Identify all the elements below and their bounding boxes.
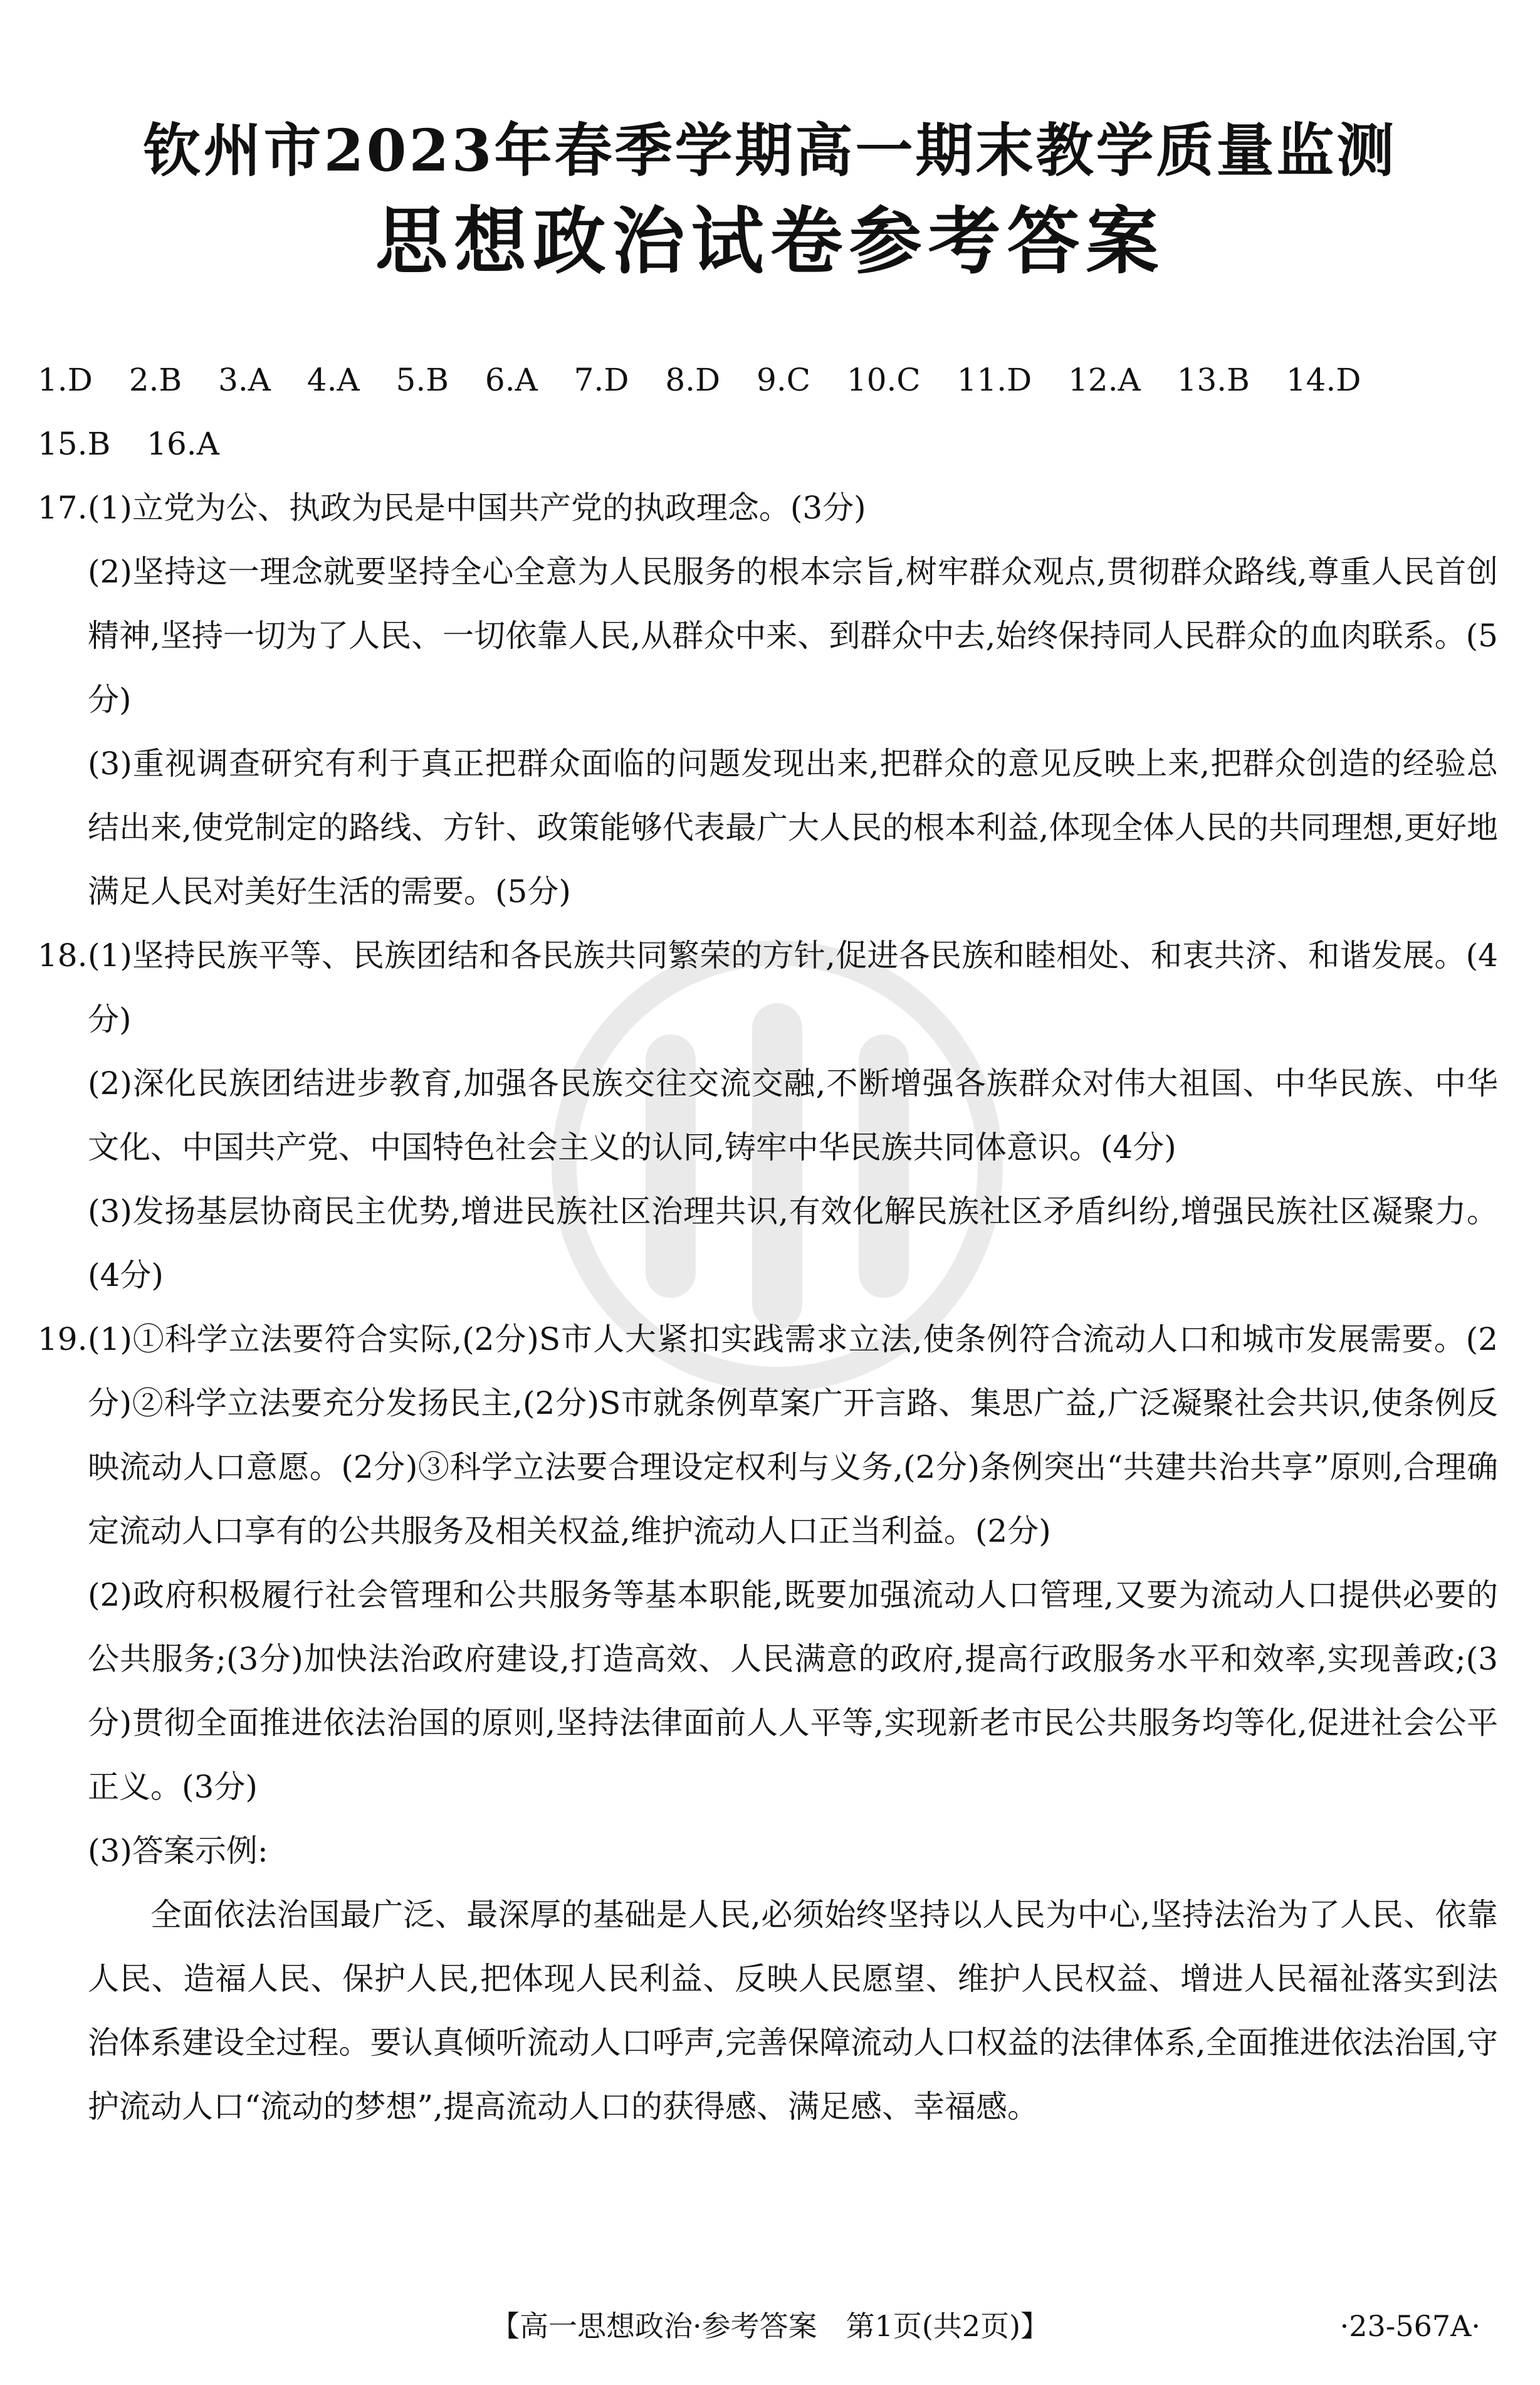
question-number: 17. (38, 490, 88, 526)
answer-paragraph: (3)发扬基层协商民主优势,增进民族社区治理共识,有效化解民族社区矛盾纠纷,增强民族社区凝聚力。(4分) (88, 1193, 1498, 1293)
mc-answer: 12.A (1068, 362, 1141, 398)
answer-paragraph: (3)重视调查研究有利于真正把群众面临的问题发现出来,把群众的意见反映上来,把群众创造的经验总结出来,使党制定的路线、方针、政策能够代表最广大人民的根本利益,体现全体人民的共同理想,更好地满足人民对美好生活的需要。(5分) (88, 745, 1498, 910)
mc-answer: 10.C (846, 362, 921, 398)
title-block (0, 113, 1540, 288)
question-number: 18. (38, 937, 88, 974)
mc-answer: 2.B (128, 362, 182, 398)
answer-paragraph: (3)答案示例: (88, 1833, 268, 1869)
answer-paragraph: (1)①科学立法要符合实际,(2分)S市人大紧扣实践需求立法,使条例符合流动人口和城市发展需要。(2分)②科学立法要充分发扬民主,(2分)S市就条例草案广开言路、集思广益,广泛凝聚社会共识,使条例反映流动人口意愿。(2分)③科学立法要合理设定权利与义务,(2分)条例突出“共建共治共享”原则,合理确定流动人口享有的公共服务及相关权益,维护流动人口正当利益。(2分) (88, 1321, 1498, 1549)
mc-answer: 8.D (665, 362, 721, 398)
mc-answer: 6.A (485, 362, 538, 398)
mc-answer: 9.C (757, 362, 810, 398)
mc-answer: 3.A (218, 362, 271, 398)
answer-paragraph: (2)坚持这一理念就要坚持全心全意为人民服务的根本宗旨,树牢群众观点,贯彻群众路线,尊重人民首创精神,坚持一切为了人民、一切依靠人民,从群众中来、到群众中去,始终保持同人民群众的血肉联系。(5分) (88, 554, 1498, 718)
mc-answer: 16.A (147, 426, 219, 462)
answer-content (38, 348, 1498, 2139)
mc-answer: 7.D (574, 362, 629, 398)
mc-answer: 4.A (306, 362, 360, 398)
mc-answer: 1.D (38, 362, 93, 398)
footer-exam-code: ·23-567A· (1339, 2309, 1480, 2343)
exam-title: 钦州市2023年春季学期高一期末教学质量监测 (143, 117, 1397, 184)
answer-paragraph: (2)深化民族团结进步教育,加强各民族交往交流交融,不断增强各族群众对伟大祖国、中华民族、中华文化、中国共产党、中国特色社会主义的认同,铸牢中华民族共同体意识。(4分) (88, 1065, 1498, 1166)
page-footer (0, 2301, 1540, 2351)
answer-key-title: 思想政治试卷参考答案 (375, 199, 1165, 284)
answer-paragraph: (1)立党为公、执政为民是中国共产党的执政理念。(3分) (88, 490, 866, 526)
mc-answer: 11.D (956, 362, 1032, 398)
mc-answer: 15.B (38, 426, 111, 462)
sample-answer-paragraph: 全面依法治国最广泛、最深厚的基础是人民,必须始终坚持以人民为中心,坚持法治为了人民、依靠人民、造福人民、保护人民,把体现人民利益、反映人民愿望、维护人民权益、增进人民福祉落实到法治体系建设全过程。要认真倾听流动人口呼声,完善保障流动人口权益的法律体系,全面推进依法治国,守护流动人口“流动的梦想”,提高流动人口的获得感、满足感、幸福感。 (88, 1897, 1498, 2125)
question-19 (38, 1307, 1498, 2139)
question-17 (38, 476, 1498, 924)
mc-answer: 13.B (1176, 362, 1250, 398)
answer-paragraph: (1)坚持民族平等、民族团结和各民族共同繁荣的方针,促进各民族和睦相处、和衷共济、和谐发展。(4分) (88, 937, 1498, 1038)
answer-paragraph: (2)政府积极履行社会管理和公共服务等基本职能,既要加强流动人口管理,又要为流动人口提供必要的公共服务;(3分)加快法治政府建设,打造高效、人民满意的政府,提高行政服务水平和效率,实现善政;(3分)贯彻全面推进依法治国的原则,坚持法律面前人人平等,实现新老市民公共服务均等化,促进社会公平正义。(3分) (88, 1577, 1498, 1805)
mc-answer: 5.B (395, 362, 449, 398)
question-18 (38, 924, 1498, 1307)
footer-page-info: 【高一思想政治·参考答案 第1页(共2页)】 (490, 2309, 1050, 2343)
question-number: 19. (38, 1321, 88, 1357)
multiple-choice-row-1 (38, 348, 1498, 412)
multiple-choice-row-2 (38, 412, 1498, 476)
mc-answer: 14.D (1286, 362, 1361, 398)
